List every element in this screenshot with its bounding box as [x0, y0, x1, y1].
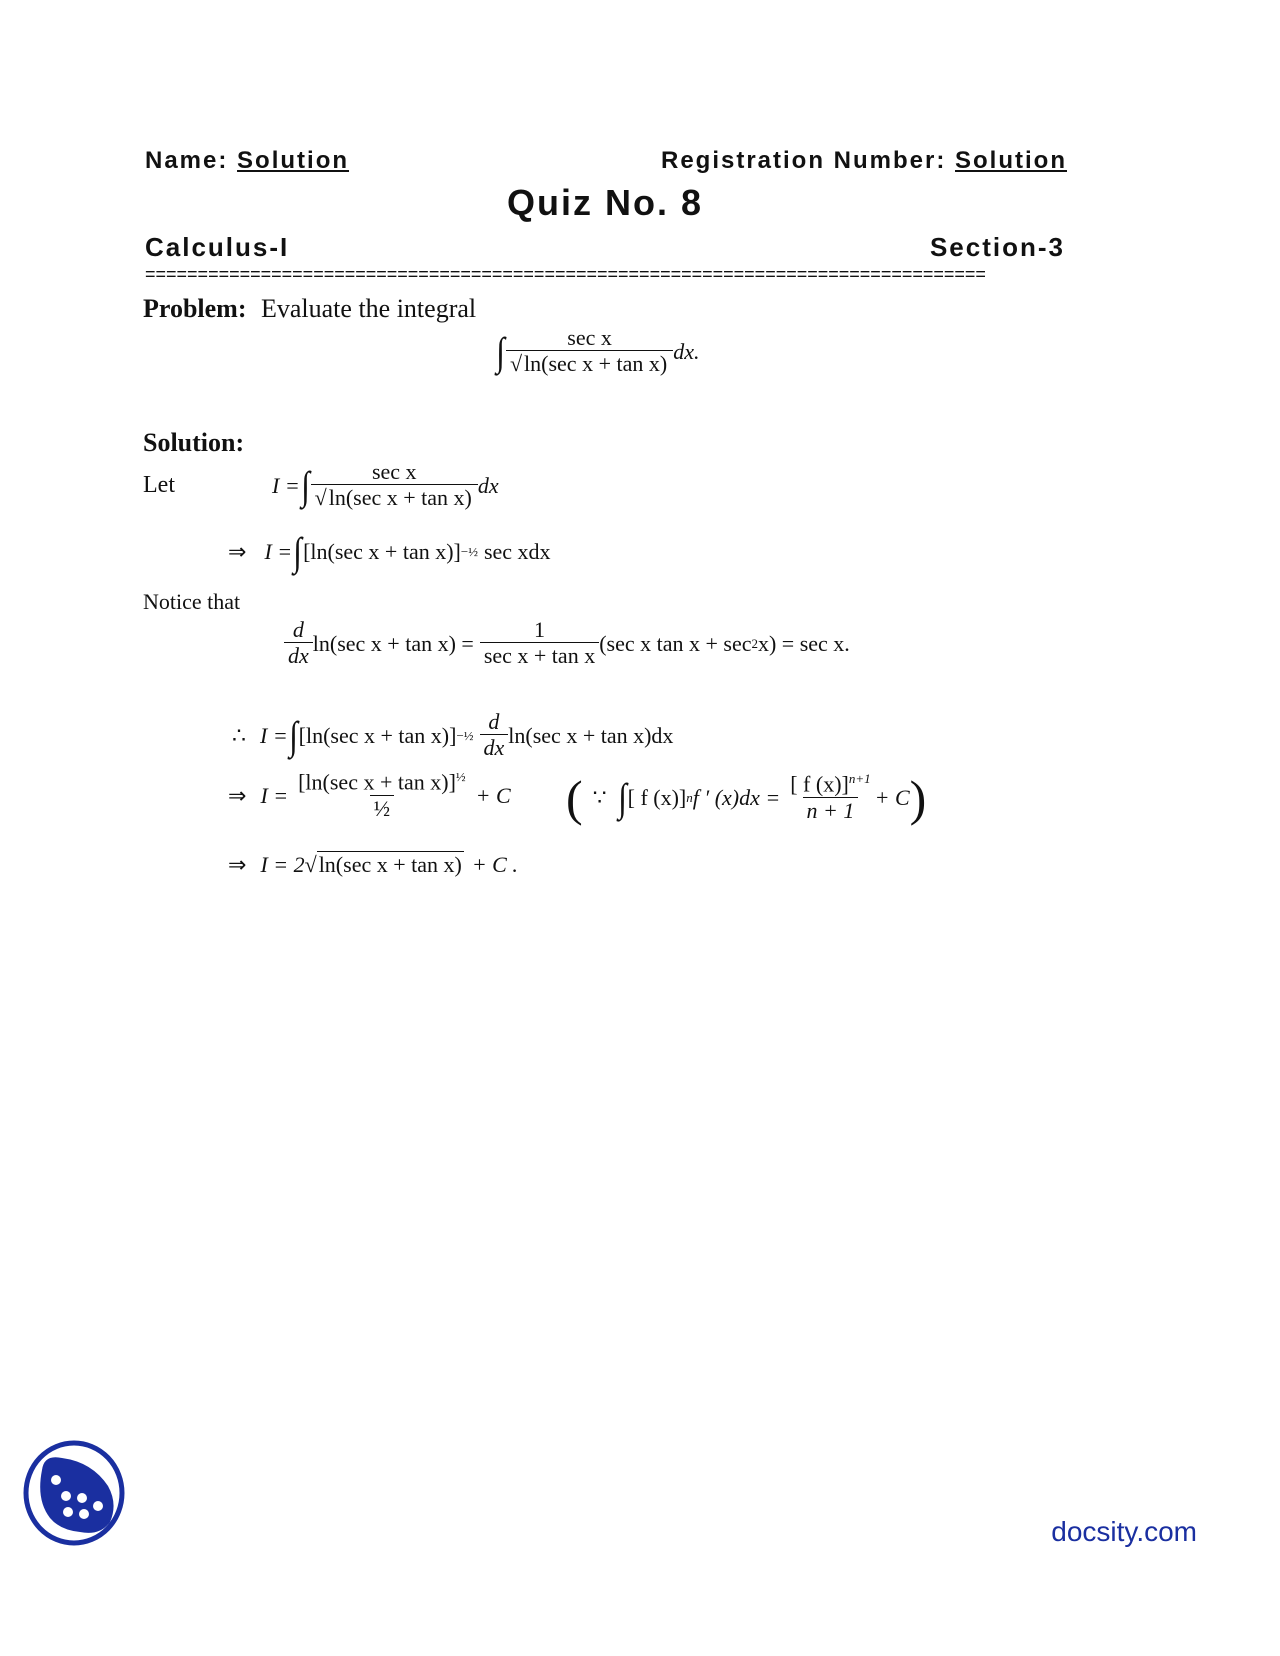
equation-5: ⇒ I = 2 √ln(sec x + tan x) + C .	[228, 852, 518, 877]
equation-4: ⇒ I = $\frac{[\ln(\sec x + \tan x)]^{\frac{1}{2}}}{\text{½}}$ + C	[228, 769, 511, 821]
integral-sign: ∫	[496, 328, 505, 374]
name-label: Name:	[145, 147, 229, 174]
registration-value: Solution	[955, 147, 1067, 174]
equation-3: ∴ I = ∫ [ln(sec x + tan x)] −½ $\frac{d}{dx}$ ln(sec x + tan x)dx	[232, 709, 674, 761]
equation-1: I = ∫ $\frac{\text{sec x}}{\text{√ln(sec x + tan x)}}$ dx	[272, 459, 499, 511]
registration-label: Registration Number:	[660, 147, 947, 174]
notice-text: Notice that	[143, 589, 241, 614]
separator-line: ================================================================================	[145, 264, 986, 284]
derivative-equation: $\frac{d}{dx}$ ln(sec x + tan x) = $\frac{1}{\text{sec x + tan x}}$ (sec x tan x + sec 2 x) = sec x.	[284, 618, 850, 670]
section-name: Section-3	[929, 232, 1065, 262]
solution-heading: Solution:	[143, 428, 245, 457]
docsity-link[interactable]: docsity.com	[1051, 1516, 1197, 1547]
problem-integral: ∫ $\frac{\text{sec x}}{\text{√ln(sec x + tan x)}}$ dx.	[496, 325, 700, 377]
equation-2: ⇒ I = ∫ [ln(sec x + tan x)] −½ sec xdx	[228, 529, 551, 574]
problem-statement	[143, 294, 476, 324]
let-word: Let	[143, 472, 175, 498]
page-title: Quiz No. 8	[506, 182, 703, 223]
name-field	[145, 147, 349, 175]
registration-field	[661, 147, 1067, 175]
docsity-logo-icon	[22, 1440, 126, 1546]
course-name: Calculus-I	[145, 232, 290, 262]
power-rule-note: ( ∵ ∫ [ f (x)] n f ′ (x)dx = $\frac{[ f (x)]^{n+1}}{n + 1}$ + C )	[566, 769, 927, 826]
problem-fraction: $\frac{\text{sec x}}{\text{√ln(sec x + tan x)}}$	[506, 326, 673, 378]
name-value: Solution	[237, 147, 350, 174]
problem-label: Problem:	[143, 294, 247, 323]
problem-text: Evaluate the integral	[261, 294, 477, 323]
